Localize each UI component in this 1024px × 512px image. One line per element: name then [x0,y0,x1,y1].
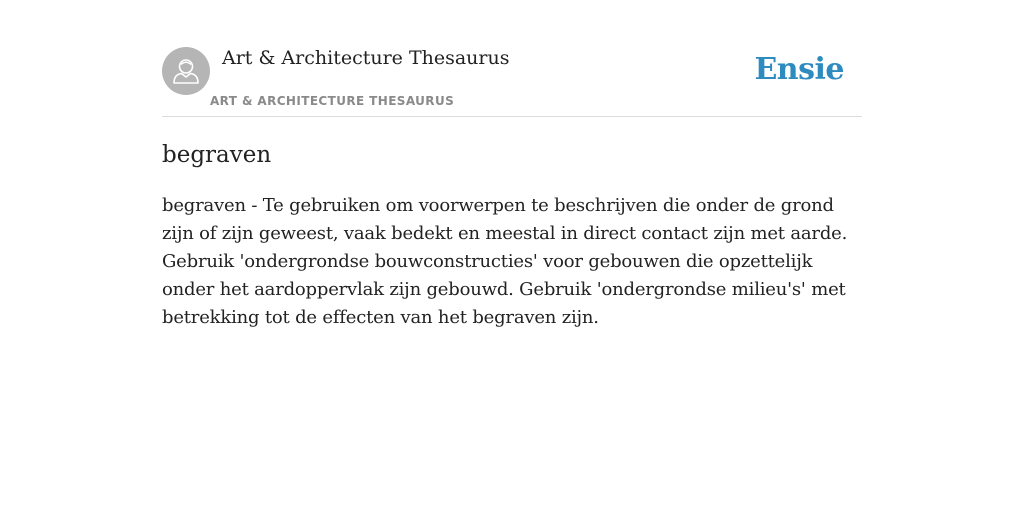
brand-logo[interactable]: Ensie [754,52,844,87]
source-subtitle[interactable]: ART & ARCHITECTURE THESAURUS [210,94,455,108]
source-title[interactable]: Art & Architecture Thesaurus [222,47,510,69]
source-header [162,46,862,117]
user-silhouette-icon [162,47,210,95]
avatar[interactable] [162,47,210,95]
term-definition: begraven - Te gebruiken om voorwerpen te beschrijven die onder de grond zijn of zijn geweest, vaak bedekt en meestal in direct contact zijn met aarde. Gebruik 'ondergrondse bouwconstructies' voor gebouwen die opzettelijk onder het aardoppervlak zijn gebouwd. Gebruik 'ondergrondse milieu's' met betrekking tot de effecten van het begraven zijn. [162,195,848,328]
term-title: begraven [162,142,272,168]
